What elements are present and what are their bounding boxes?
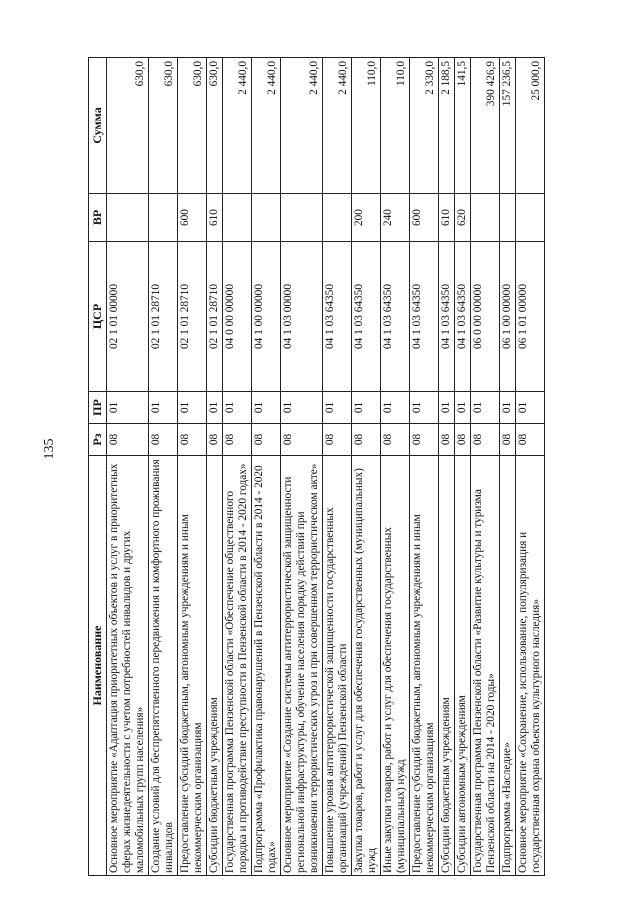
cell-vr xyxy=(516,194,545,242)
rotated-page-content xyxy=(88,58,616,876)
cell-pr: 01 xyxy=(500,392,516,424)
cell-rz: 08 xyxy=(381,424,410,456)
cell-csr: 04 1 03 64350 xyxy=(381,242,410,392)
cell-sum: 25 000,0 xyxy=(516,58,545,194)
cell-vr: 610 xyxy=(207,194,223,242)
cell-csr: 02 1 01 28710 xyxy=(207,242,223,392)
cell-vr: 600 xyxy=(410,194,439,242)
cell-vr: 620 xyxy=(455,194,471,242)
table-row xyxy=(178,58,207,876)
cell-name: Субсидии бюджетным учреждениям xyxy=(439,456,455,876)
table-row xyxy=(500,58,516,876)
cell-name: Повышение уровня антитеррористической защищенности государственных организаций (учреждений) Пензенской области xyxy=(323,456,352,876)
cell-sum: 2 440,0 xyxy=(281,58,323,194)
cell-vr: 610 xyxy=(439,194,455,242)
cell-rz: 08 xyxy=(439,424,455,456)
cell-vr: 240 xyxy=(381,194,410,242)
cell-csr: 04 1 03 64350 xyxy=(455,242,471,392)
header-pr: ПР xyxy=(89,392,107,424)
table-row xyxy=(352,58,381,876)
cell-rz: 08 xyxy=(207,424,223,456)
cell-name: Закупка товаров, работ и услуг для обеспечения государственных (муниципальных) нужд xyxy=(352,456,381,876)
header-vr: ВР xyxy=(89,194,107,242)
cell-pr: 01 xyxy=(223,392,252,424)
header-rz: Рз xyxy=(89,424,107,456)
cell-rz: 08 xyxy=(500,424,516,456)
cell-pr: 01 xyxy=(352,392,381,424)
cell-csr: 04 1 03 00000 xyxy=(281,242,323,392)
cell-name: Субсидии автономным учреждениям xyxy=(455,456,471,876)
cell-sum: 157 236,5 xyxy=(500,58,516,194)
cell-sum: 630,0 xyxy=(207,58,223,194)
cell-vr xyxy=(252,194,281,242)
cell-rz: 08 xyxy=(281,424,323,456)
cell-name: Предоставление субсидий бюджетным, автономным учреждениям и иным некоммерческим организациям xyxy=(410,456,439,876)
table-row xyxy=(281,58,323,876)
table-row xyxy=(455,58,471,876)
cell-name: Подпрограмма «Профилактика правонарушений в Пензенской области в 2014 - 2020 годах» xyxy=(252,456,281,876)
cell-pr: 01 xyxy=(178,392,207,424)
cell-name: Предоставление субсидий бюджетным, автономным учреждениям и иным некоммерческим организациям xyxy=(178,456,207,876)
header-name: Наименование xyxy=(89,456,107,876)
cell-pr: 01 xyxy=(252,392,281,424)
cell-rz: 08 xyxy=(178,424,207,456)
cell-sum: 2 188,5 xyxy=(439,58,455,194)
cell-name: Основное мероприятие «Адаптация приоритетных объектов и услуг в приоритетных сферах жизнедеятельности с учетом потребностей инвалидов и других маломобильных групп населения» xyxy=(107,456,149,876)
cell-csr: 02 1 01 00000 xyxy=(107,242,149,392)
cell-vr xyxy=(471,194,500,242)
table-row xyxy=(149,58,178,876)
cell-pr: 01 xyxy=(323,392,352,424)
cell-rz: 08 xyxy=(149,424,178,456)
cell-csr: 02 1 01 28710 xyxy=(149,242,178,392)
cell-sum: 110,0 xyxy=(352,58,381,194)
table-body xyxy=(107,58,545,876)
cell-vr: 200 xyxy=(352,194,381,242)
cell-name: Подпрограмма «Наследие» xyxy=(500,456,516,876)
cell-pr: 01 xyxy=(381,392,410,424)
cell-csr: 02 1 01 28710 xyxy=(178,242,207,392)
cell-rz: 08 xyxy=(252,424,281,456)
cell-pr: 01 xyxy=(281,392,323,424)
cell-pr: 01 xyxy=(410,392,439,424)
table-row xyxy=(439,58,455,876)
cell-csr: 04 1 03 64350 xyxy=(352,242,381,392)
cell-csr: 06 1 00 00000 xyxy=(500,242,516,392)
cell-csr: 04 0 00 00000 xyxy=(223,242,252,392)
cell-vr xyxy=(323,194,352,242)
cell-rz: 08 xyxy=(471,424,500,456)
cell-name: Государственная программа Пензенской области «Обеспечение общественного порядка и противодействие преступности в Пензенской области в 2014 - 2020 годах» xyxy=(223,456,252,876)
cell-pr: 01 xyxy=(455,392,471,424)
table-row xyxy=(223,58,252,876)
cell-vr xyxy=(149,194,178,242)
cell-csr: 04 1 00 00000 xyxy=(252,242,281,392)
table-row xyxy=(516,58,545,876)
cell-rz: 08 xyxy=(323,424,352,456)
cell-pr: 01 xyxy=(516,392,545,424)
cell-rz: 08 xyxy=(107,424,149,456)
cell-sum: 2 440,0 xyxy=(223,58,252,194)
cell-pr: 01 xyxy=(471,392,500,424)
table-row xyxy=(323,58,352,876)
cell-csr: 04 1 03 64350 xyxy=(323,242,352,392)
cell-name: Субсидии бюджетным учреждениям xyxy=(207,456,223,876)
cell-rz: 08 xyxy=(410,424,439,456)
cell-sum: 390 426,9 xyxy=(471,58,500,194)
table-row xyxy=(471,58,500,876)
cell-vr xyxy=(107,194,149,242)
cell-sum: 630,0 xyxy=(178,58,207,194)
table-row xyxy=(252,58,281,876)
cell-sum: 630,0 xyxy=(107,58,149,194)
cell-rz: 08 xyxy=(352,424,381,456)
cell-pr: 01 xyxy=(439,392,455,424)
table-row xyxy=(107,58,149,876)
cell-sum: 2 330,0 xyxy=(410,58,439,194)
table-row xyxy=(207,58,223,876)
cell-sum: 630,0 xyxy=(149,58,178,194)
cell-name: Создание условий для беспрепятственного передвижения и комфортного проживания инвалидов xyxy=(149,456,178,876)
cell-csr: 06 0 00 00000 xyxy=(471,242,500,392)
cell-sum: 2 440,0 xyxy=(252,58,281,194)
cell-csr: 04 1 03 64350 xyxy=(410,242,439,392)
cell-vr xyxy=(223,194,252,242)
cell-rz: 08 xyxy=(455,424,471,456)
cell-name: Иные закупки товаров, работ и услуг для обеспечения государственных (муниципальных) нужд xyxy=(381,456,410,876)
cell-pr: 01 xyxy=(107,392,149,424)
cell-rz: 08 xyxy=(516,424,545,456)
page-number: 135 xyxy=(42,438,57,460)
cell-rz: 08 xyxy=(223,424,252,456)
cell-csr: 06 1 01 00000 xyxy=(516,242,545,392)
cell-sum: 141,5 xyxy=(455,58,471,194)
cell-csr: 04 1 03 64350 xyxy=(439,242,455,392)
cell-vr xyxy=(500,194,516,242)
cell-sum: 110,0 xyxy=(381,58,410,194)
header-csr: ЦСР xyxy=(89,242,107,392)
cell-name: Основное мероприятие «Сохранение, использование, популяризация и государственная охрана объектов культурного наследия» xyxy=(516,456,545,876)
cell-pr: 01 xyxy=(207,392,223,424)
header-sum: Сумма xyxy=(89,58,107,194)
cell-name: Государственная программа Пензенской области «Развитие культуры и туризма Пензенской области на 2014 - 2020 годы» xyxy=(471,456,500,876)
table-row xyxy=(410,58,439,876)
table-header-row xyxy=(89,58,107,876)
cell-pr: 01 xyxy=(149,392,178,424)
cell-name: Основное мероприятие «Создание системы антитеррористической защищенности региональной инфраструктуры, обучение населения порядку действий при возникновении террористических угроз и при совершенном террористическом акте» xyxy=(281,456,323,876)
cell-vr: 600 xyxy=(178,194,207,242)
cell-vr xyxy=(281,194,323,242)
budget-table xyxy=(88,57,545,876)
cell-sum: 2 440,0 xyxy=(323,58,352,194)
table-row xyxy=(381,58,410,876)
